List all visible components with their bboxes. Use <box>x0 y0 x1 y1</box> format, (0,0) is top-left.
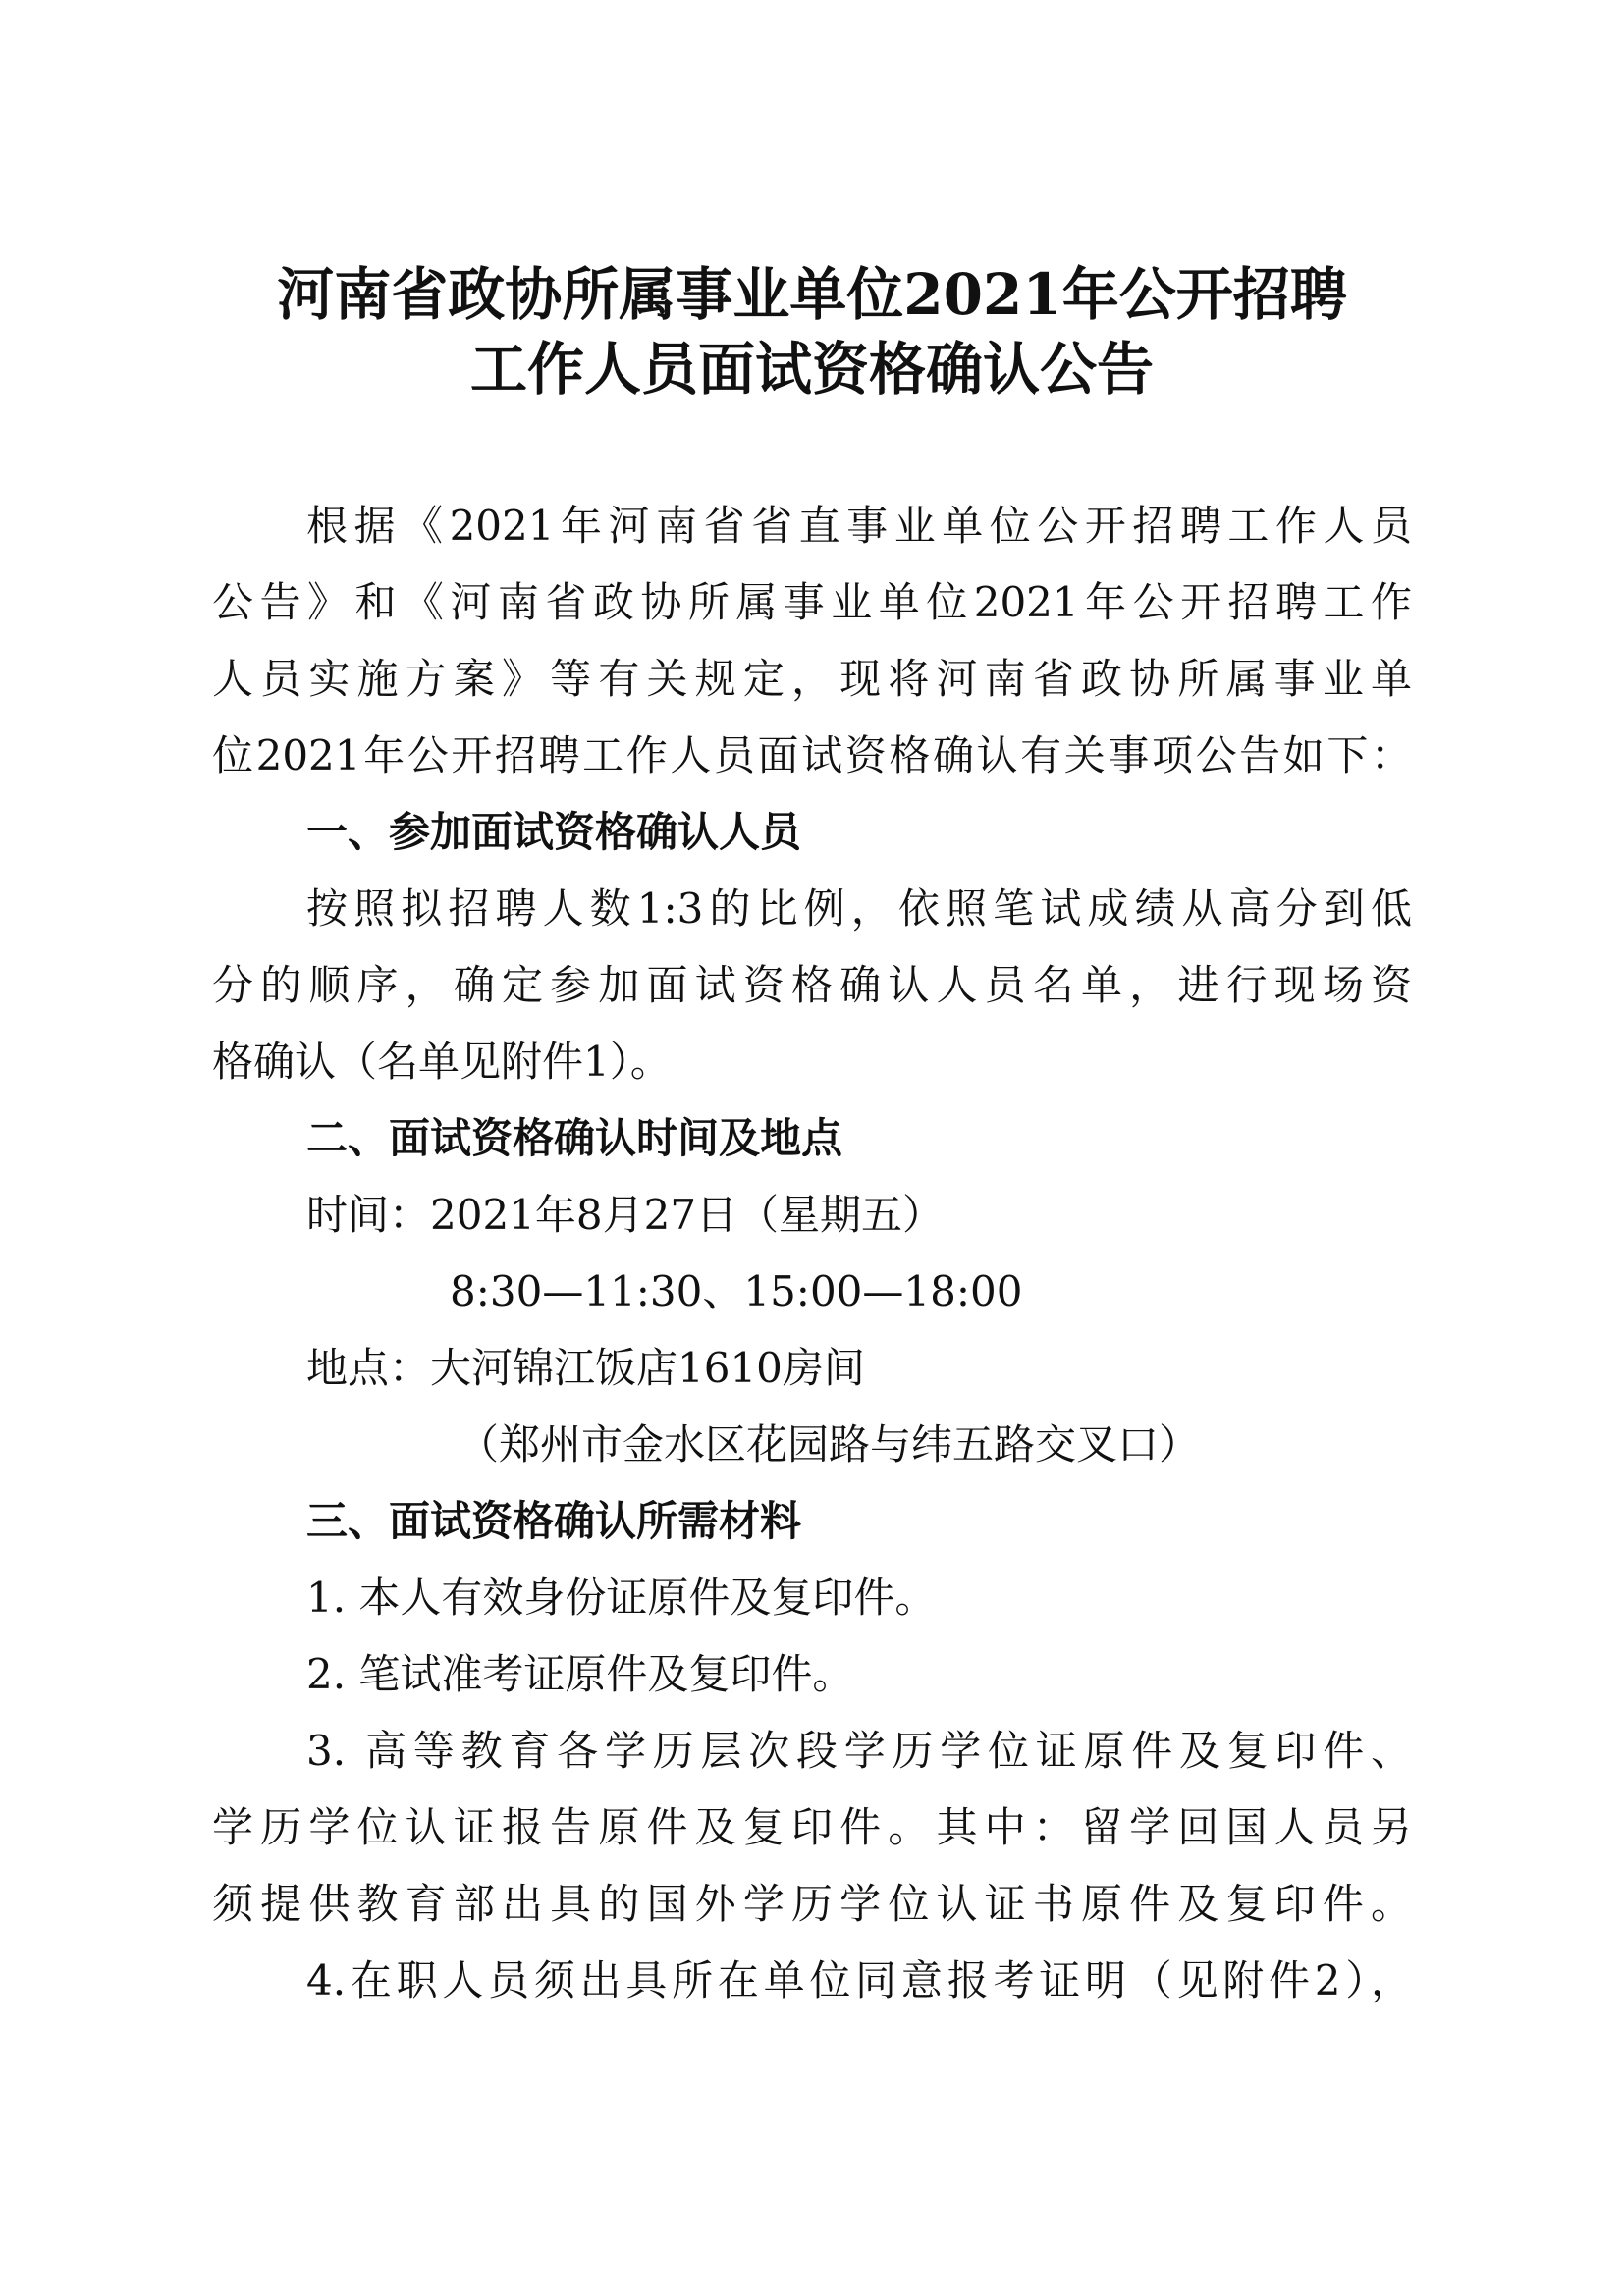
material-item-3-line-1: 3. 高等教育各学历层次段学历学位证原件及复印件、 <box>306 1727 1412 1775</box>
section1-line-3: 格确认（名单见附件1）。 <box>212 1038 672 1086</box>
intro-line-1: 根据《2021年河南省省直事业单位公开招聘工作人员 <box>306 502 1412 550</box>
intro-line-4: 位2021年公开招聘工作人员面试资格确认有关事项公告如下： <box>212 731 1412 779</box>
intro-line-2: 公告》和《河南省政协所属事业单位2021年公开招聘工作 <box>212 578 1412 626</box>
section1-line-2: 分的顺序，确定参加面试资格确认人员名单，进行现场资 <box>212 961 1412 1009</box>
interview-place: 地点：大河锦江饭店1610房间 <box>306 1344 865 1392</box>
interview-time-slots: 8:30—11:30、15:00—18:00 <box>450 1267 1023 1315</box>
document-title-line-1: 河南省政协所属事业单位2021年公开招聘 <box>277 261 1347 328</box>
section1-line-1: 按照拟招聘人数1:3的比例，依照笔试成绩从高分到低 <box>306 884 1412 933</box>
section-heading-1: 一、参加面试资格确认人员 <box>306 808 802 856</box>
section-heading-3: 三、面试资格确认所需材料 <box>306 1497 802 1545</box>
material-item-4: 4.在职人员须出具所在单位同意报考证明（见附件2）， <box>306 1956 1412 2004</box>
section-heading-2: 二、面试资格确认时间及地点 <box>306 1114 843 1162</box>
material-item-1: 1. 本人有效身份证原件及复印件。 <box>306 1574 937 1622</box>
material-item-3-line-2: 学历学位认证报告原件及复印件。其中：留学回国人员另 <box>212 1803 1412 1851</box>
material-item-3-line-3: 须提供教育部出具的国外学历学位认证书原件及复印件。 <box>212 1880 1412 1928</box>
material-item-2: 2. 笔试准考证原件及复印件。 <box>306 1650 854 1698</box>
interview-place-detail: （郑州市金水区花园路与纬五路交叉口） <box>458 1420 1201 1468</box>
interview-time: 时间：2021年8月27日（星期五） <box>306 1191 945 1239</box>
intro-line-3: 人员实施方案》等有关规定，现将河南省政协所属事业单 <box>212 655 1412 703</box>
document-title-line-2: 工作人员面试资格确认公告 <box>469 336 1154 402</box>
